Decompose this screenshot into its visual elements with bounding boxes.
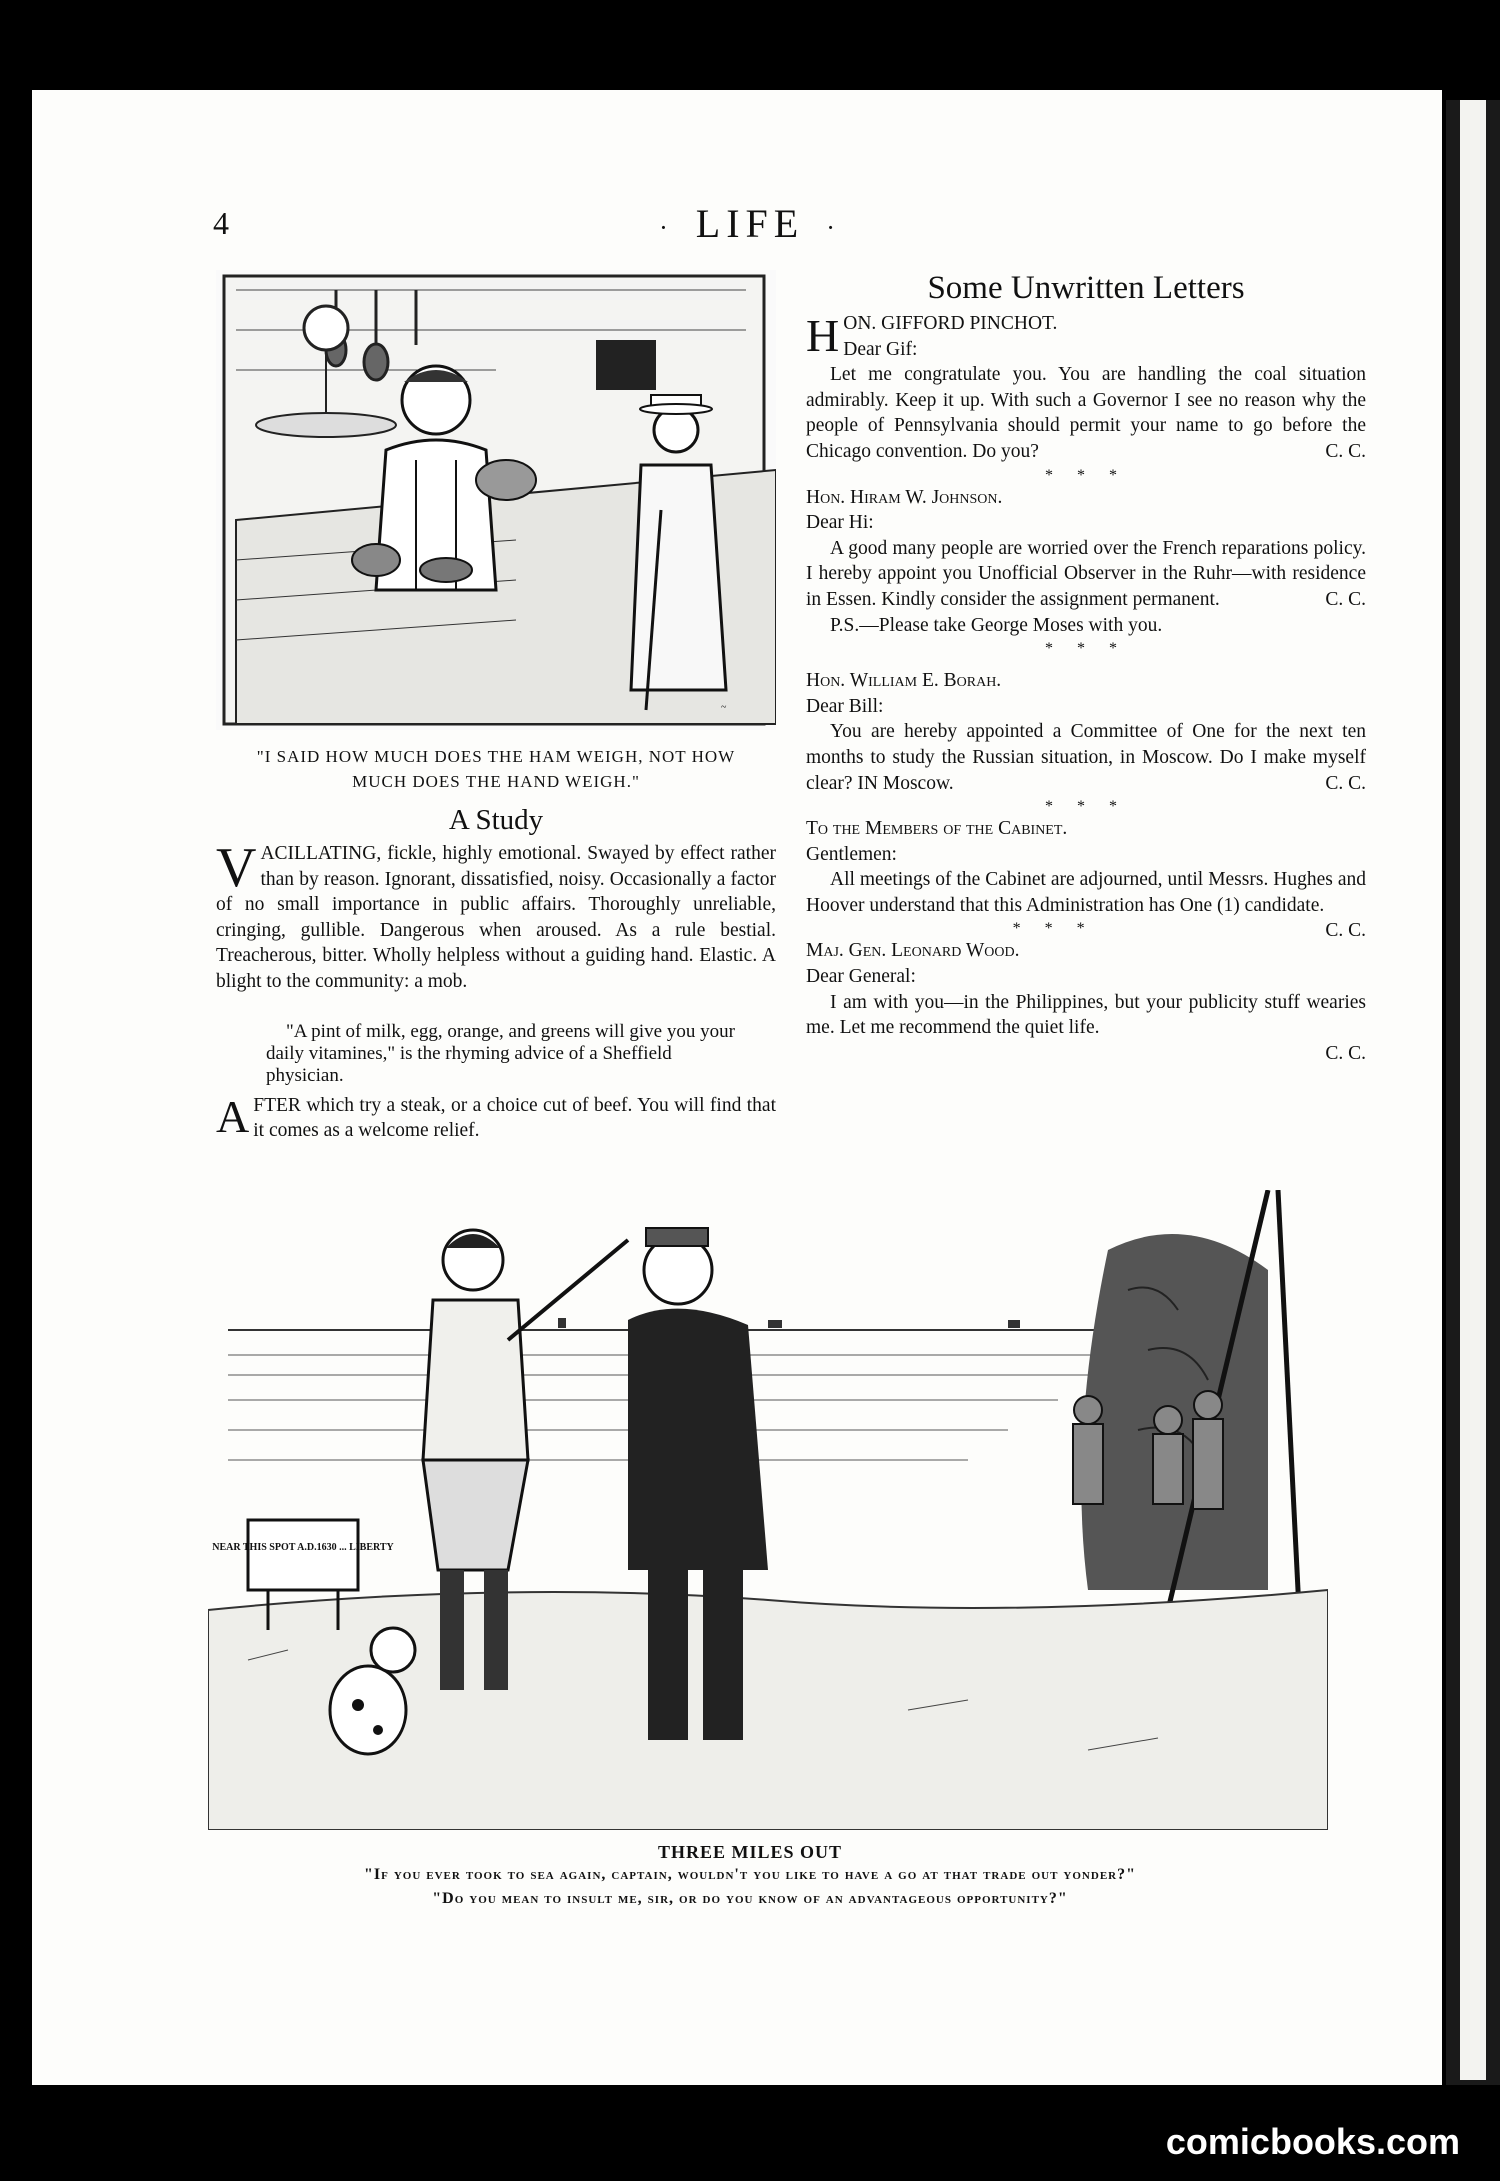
letter-signature: C. C.	[1325, 920, 1366, 942]
butcher-caption-line1: "I SAID HOW MUCH DOES THE HAM WEIGH, NOT HOW	[256, 747, 736, 766]
letter-body: I am with you—in the Philippines, but your publicity stuff wearies me. Let me recommend the quiet life.	[806, 991, 1366, 1039]
masthead-dot-left: ·	[659, 212, 674, 242]
letter-cabinet	[806, 816, 1366, 942]
letter-signature: C. C.	[1325, 588, 1366, 610]
svg-text:~: ~	[721, 702, 727, 713]
study-drop-cap: V	[216, 837, 257, 899]
next-page-strip	[1460, 100, 1486, 2080]
letter-salutation: Gentlemen:	[806, 843, 897, 865]
three-miles-out-caption	[0, 1842, 1500, 1911]
letter-addressee: Maj. Gen. Leonard Wood.	[806, 940, 1020, 962]
pint-article	[216, 1090, 776, 1144]
letter-addressee: Hon. William E. Borah.	[806, 670, 1002, 692]
butcher-caption-line2: MUCH DOES THE HAND WEIGH."	[352, 772, 640, 791]
three-miles-out-drawing	[208, 1190, 1328, 1830]
pint-quote: "A pint of milk, egg, orange, and greens will give you your daily vitamines," is the rhyming advice of a Sheffield physician.	[266, 1020, 735, 1086]
masthead-dot-right: ·	[826, 212, 841, 242]
letter-signature: C. C.	[1325, 772, 1366, 794]
butcher-cartoon-drawing	[216, 270, 776, 730]
stars-divider: * * *	[1012, 920, 1095, 938]
masthead-title: LIFE	[695, 201, 805, 246]
letter-pinchot	[806, 311, 1366, 465]
study-title: A Study	[448, 804, 544, 836]
masthead	[0, 200, 1500, 247]
letter-signature: C. C.	[1325, 440, 1366, 462]
letter-salutation: Dear Bill:	[806, 695, 884, 717]
site-watermark: comicbooks.com	[1165, 2121, 1460, 2162]
stars-divider: * * *	[1045, 798, 1127, 816]
letter-body: A good many people are worried over the French reparations policy. I hereby appoint you Unofficial Observer in the Ruhr—with residence in Essen. Kindly consider the assignment permanent.	[806, 537, 1366, 610]
letter-signature: C. C.	[1325, 1042, 1366, 1064]
letter-salutation: Dear Gif:	[843, 338, 918, 360]
historic-sign-text: NEAR THIS SPOT A.D.1630 ... LIBERTY	[212, 1542, 394, 1553]
pint-text: FTER which try a steak, or a choice cut of beef. You will find that it comes as a welcome relief.	[253, 1094, 776, 1142]
stars-divider: * * *	[1045, 640, 1127, 658]
letter-addressee: ON. GIFFORD PINCHOT.	[843, 313, 1058, 334]
three-miles-out-cartoon	[208, 1190, 1328, 1830]
letters-title: Some Unwritten Letters	[927, 270, 1245, 306]
study-text: ACILLATING, fickle, highly emotional. Swayed by effect rather than by reason. Ignorant, dissatisfied, noisy. Occasionally a factor of no small importance in public affairs. Thoroughly unreliable, cringing, gullible. Dangerous when aroused. As a rule bestial. Treacherous, bitter. Wholly helpless without a guiding hand. Elastic. A blight to the community: a mob.	[216, 843, 776, 992]
bottom-cartoon-line1: "If you ever took to sea again, captain, wouldn't you like to have a go at that trade out yonder?"	[364, 1866, 1136, 1883]
letter-body: All meetings of the Cabinet are adjourned, until Messrs. Hughes and Hoover understand that this Administration has One (1) candidate.	[806, 869, 1366, 916]
letter-body: You are hereby appointed a Committee of One for the next ten months to study the Russian situation, in Moscow. Do I make myself clear? IN Moscow.	[806, 721, 1366, 794]
letter-wood	[806, 938, 1366, 1066]
butcher-cartoon	[216, 270, 776, 730]
letter-salutation: Dear Hi:	[806, 512, 874, 534]
bottom-cartoon-title: THREE MILES OUT	[657, 1842, 843, 1862]
pint-drop-cap: A	[216, 1090, 250, 1142]
study-article	[216, 837, 776, 995]
letter-johnson	[806, 485, 1366, 639]
page-number: 4	[213, 205, 229, 241]
letter-body: Let me congratulate you. You are handling the coal situation admirably. Keep it up. With such a Governor I see no reason why the people of Pennsylvania should permit your name to go before the Chicago convention. Do you?	[806, 364, 1366, 462]
letter-addressee: Hon. Hiram W. Johnson.	[806, 486, 1003, 508]
left-column	[216, 270, 776, 1144]
stars-divider: * * *	[1045, 466, 1127, 484]
letter-postscript: P.S.—Please take George Moses with you.	[830, 614, 1163, 636]
letter-addressee: To the Members of the Cabinet.	[806, 818, 1068, 840]
right-column	[806, 270, 1366, 1066]
letter-drop-cap: H	[806, 310, 840, 361]
letter-borah	[806, 668, 1366, 796]
bottom-cartoon-line2: "Do you mean to insult me, sir, or do you know of an advantageous opportunity?"	[432, 1890, 1068, 1907]
letter-salutation: Dear General:	[806, 966, 916, 988]
butcher-cartoon-caption	[216, 744, 776, 794]
